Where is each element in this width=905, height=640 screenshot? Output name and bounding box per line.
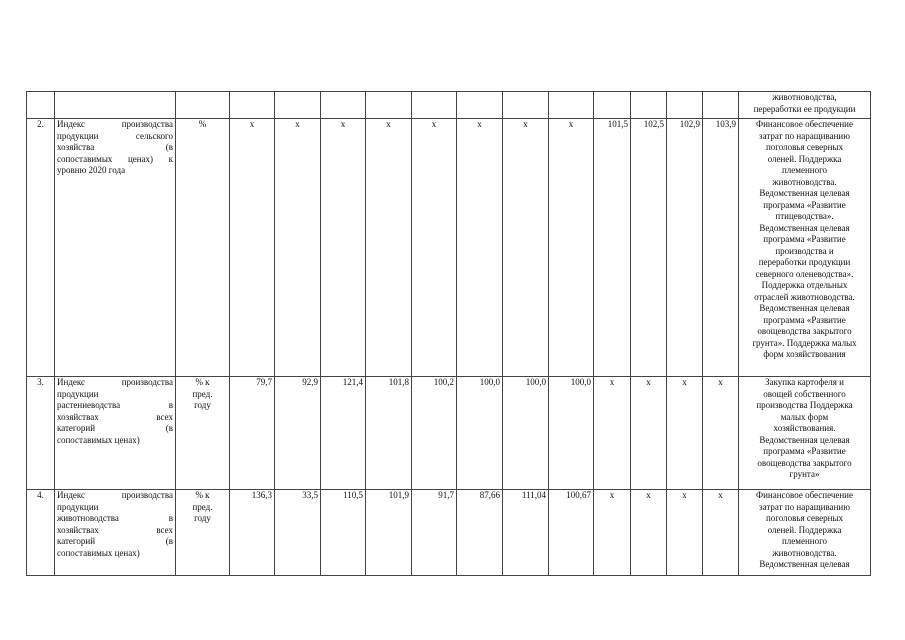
indicator-name-cell (55, 92, 176, 119)
value-cell: 87,66 (457, 490, 503, 576)
notes-cell (739, 119, 871, 377)
indicator-name-line: Индекс производства (57, 377, 173, 387)
value-cell (594, 92, 631, 119)
value-cell: 102,9 (667, 119, 703, 377)
value-cell: х (230, 119, 275, 377)
value-cell: х (631, 490, 667, 576)
value-cell: х (275, 119, 321, 377)
row-number-cell: 3. (27, 377, 55, 490)
indicator-name-line: сопоставимых ценах) (57, 434, 140, 445)
value-cell: х (667, 490, 703, 576)
notes-line: программа «Развитие (763, 446, 846, 456)
value-cell: 100,0 (549, 377, 594, 490)
notes-line: Финансовое обеспечение (755, 119, 853, 129)
indicator-name-line: растениеводства в (57, 400, 173, 410)
notes-line: племенного (781, 165, 828, 175)
value-cell (412, 92, 457, 119)
notes-line: грунта» (789, 469, 820, 479)
indicator-name-line: Индекс производства (57, 119, 173, 129)
indicator-name-line: категорий (в (57, 536, 173, 546)
value-cell: х (549, 119, 594, 377)
value-cell (667, 92, 703, 119)
notes-line: отраслей животноводства. (754, 291, 855, 302)
notes-line: переработки ее продукции (753, 103, 856, 114)
notes-line: племенного (781, 536, 828, 546)
indicator-name-line: сопоставимых ценах) (57, 547, 140, 558)
value-cell: 100,67 (549, 490, 594, 576)
value-cell: 111,04 (503, 490, 549, 576)
value-cell: х (594, 490, 631, 576)
notes-line: поголовья северных (765, 513, 844, 523)
unit-line: % (198, 119, 207, 129)
value-cell: х (503, 119, 549, 377)
indicator-name-line: сопоставимых ценах) к (57, 153, 173, 164)
table-row (27, 377, 871, 490)
value-cell: х (667, 377, 703, 490)
value-cell: х (457, 119, 503, 377)
value-cell: 91,7 (412, 490, 457, 576)
notes-line: программа «Развитие (763, 199, 846, 210)
indicator-name-line: продукции (57, 388, 99, 399)
unit-cell (176, 377, 230, 490)
notes-line: оленей. Поддержка (767, 524, 842, 535)
value-cell: 110,5 (321, 490, 366, 576)
unit-cell (176, 92, 230, 119)
value-cell: 100,0 (503, 377, 549, 490)
value-cell: х (366, 119, 412, 377)
indicator-name-cell (55, 377, 176, 490)
indicator-name-line: хозяйствах всех (57, 524, 173, 535)
value-cell: х (631, 377, 667, 490)
value-cell (275, 92, 321, 119)
value-cell: 79,7 (230, 377, 275, 490)
value-cell: 92,9 (275, 377, 321, 490)
table-row (27, 92, 871, 119)
notes-line: затрат по наращиванию (759, 501, 850, 512)
notes-line: Ведомственная целевая (759, 434, 850, 445)
value-cell: х (703, 377, 739, 490)
notes-line: малых форм (780, 411, 829, 422)
table-body (27, 92, 871, 576)
value-cell: 102,5 (631, 119, 667, 377)
notes-line: оленей. Поддержка (767, 153, 842, 164)
notes-line: животноводства, (772, 92, 837, 102)
indicator-name-line: продукции сельского (57, 130, 173, 141)
notes-line: хозяйствования. (773, 423, 836, 433)
row-number-cell (27, 92, 55, 119)
value-cell: 101,5 (594, 119, 631, 377)
notes-line: птицеводства». (775, 211, 834, 221)
notes-line: Финансовое обеспечение (755, 490, 853, 500)
value-cell: 136,3 (230, 490, 275, 576)
indicator-name-line: хозяйства (в (57, 142, 173, 152)
value-cell (549, 92, 594, 119)
indicator-name-cell (55, 119, 176, 377)
notes-line: переработки продукции (758, 257, 851, 267)
value-cell: 33,5 (275, 490, 321, 576)
value-cell (703, 92, 739, 119)
value-cell (366, 92, 412, 119)
notes-line: производства Поддержка (756, 400, 853, 410)
indicator-name-line: категорий (в (57, 423, 173, 433)
table-row (27, 490, 871, 576)
value-cell (230, 92, 275, 119)
notes-line: Ведомственная целевая (759, 303, 850, 313)
notes-line: овощеводства закрытого (757, 457, 852, 468)
indicator-name-line: Индекс производства (57, 490, 173, 500)
notes-line: Ведомственная целевая (759, 559, 850, 569)
notes-line: овощей собственного (763, 388, 846, 399)
value-cell: 103,9 (703, 119, 739, 377)
notes-line: овощеводства закрытого (757, 326, 852, 336)
notes-line: форм хозяйствования (763, 349, 846, 359)
notes-line: Закупка картофеля и (765, 377, 844, 387)
indicator-name-line: животноводства в (57, 513, 173, 523)
value-cell (503, 92, 549, 119)
indicator-name-line: хозяйствах всех (57, 411, 173, 422)
table-row (27, 119, 871, 377)
row-number-cell: 4. (27, 490, 55, 576)
unit-line: пред. (192, 501, 213, 512)
notes-line: животноводства. (772, 547, 837, 558)
value-cell: 101,9 (366, 490, 412, 576)
unit-cell (176, 490, 230, 576)
notes-cell (739, 92, 871, 119)
value-cell (321, 92, 366, 119)
notes-line: грунта». Поддержка малых (752, 337, 857, 348)
unit-cell (176, 119, 230, 377)
unit-line: % к (195, 377, 210, 387)
unit-line: году (194, 513, 211, 523)
notes-cell (739, 490, 871, 576)
value-cell: х (321, 119, 366, 377)
value-cell (631, 92, 667, 119)
value-cell: 100,0 (457, 377, 503, 490)
indicator-name-cell (55, 490, 176, 576)
notes-line: программа «Развитие (763, 234, 846, 244)
unit-line: % к (195, 490, 210, 500)
value-cell: 101,8 (366, 377, 412, 490)
indicator-name-line: продукции (57, 501, 99, 512)
notes-line: Ведомственная целевая (759, 188, 850, 198)
value-cell: х (703, 490, 739, 576)
indicator-name-line: уровню 2020 года (57, 165, 126, 175)
notes-line: Поддержка отдельных (761, 280, 848, 290)
value-cell: х (412, 119, 457, 377)
unit-line: году (194, 400, 211, 410)
value-cell: х (594, 377, 631, 490)
notes-cell (739, 377, 871, 490)
row-number-cell: 2. (27, 119, 55, 377)
value-cell: 100,2 (412, 377, 457, 490)
notes-line: животноводства. (772, 176, 837, 187)
unit-line: пред. (192, 388, 213, 399)
notes-line: производства и (775, 245, 834, 256)
notes-line: затрат по наращиванию (759, 130, 850, 141)
value-cell: 121,4 (321, 377, 366, 490)
notes-line: программа «Развитие (763, 314, 846, 325)
notes-line: северного оленеводства». (755, 268, 854, 279)
notes-line: Ведомственная целевая (759, 222, 850, 233)
indicators-table (26, 91, 871, 576)
value-cell (457, 92, 503, 119)
notes-line: поголовья северных (765, 142, 844, 152)
